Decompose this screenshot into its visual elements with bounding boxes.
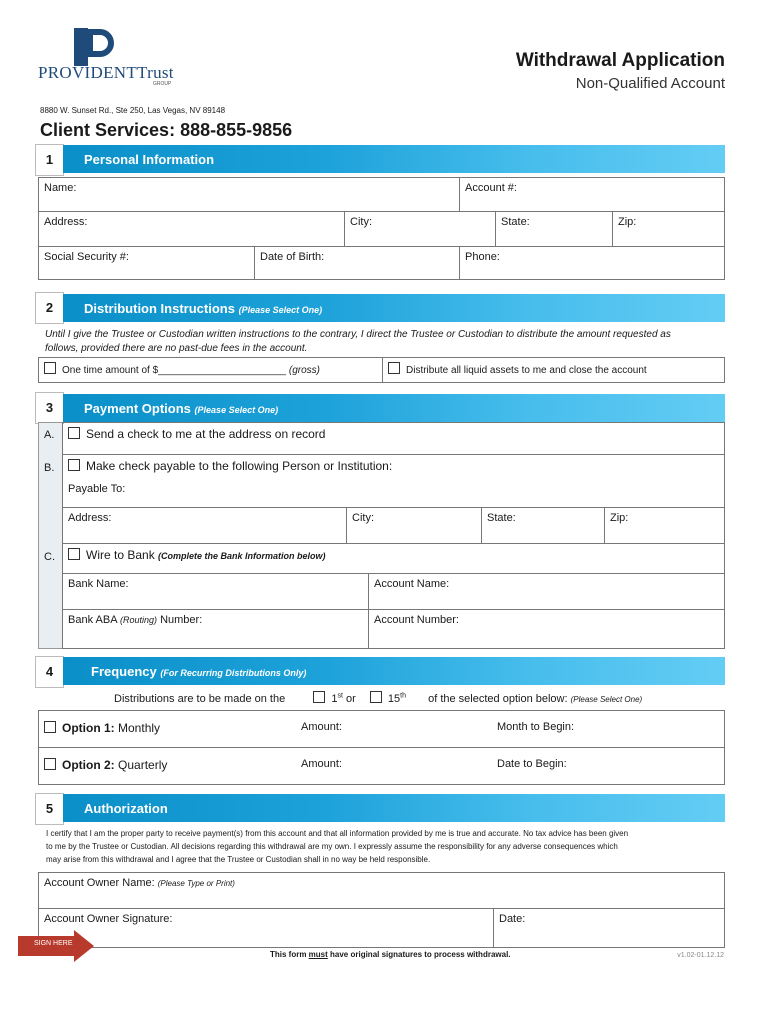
bank-aba-label: Bank ABA	[68, 614, 117, 626]
section-1-header	[63, 145, 725, 173]
authorization-text-3: may arise from this withdrawal and I agree that the Trustee or Custodian shall in no way be held responsible.	[46, 855, 431, 864]
address-field[interactable]	[38, 211, 345, 247]
owner-name-note: (Please Type or Print)	[157, 879, 235, 888]
dob-label: Date of Birth:	[260, 251, 325, 263]
phone-field[interactable]	[459, 246, 725, 280]
bank-aba-number-label: Number:	[160, 614, 203, 626]
section-3-header	[63, 394, 725, 422]
section-3-number: 3	[35, 392, 64, 424]
city-label: City:	[350, 216, 372, 228]
owner-signature-label: Account Owner Signature:	[44, 913, 173, 925]
first-day-checkbox[interactable]	[313, 691, 325, 703]
authorization-text-1: I certify that I am the proper party to receive payment(s) from this account and that all information provided by me is true and accurate. No tax advice has been given	[46, 829, 629, 838]
account-name-label: Account Name:	[374, 578, 450, 590]
bank-account-number-label: Account Number:	[374, 614, 459, 626]
option-c-note: (Complete the Bank Information below)	[158, 551, 326, 561]
notice-must: must	[308, 950, 328, 959]
section-5-header	[63, 794, 725, 822]
section-2-number: 2	[35, 292, 64, 324]
one-time-label: One time amount of $_______________________	[62, 365, 287, 376]
section-4-header	[63, 657, 725, 685]
section-5-title: Authorization	[84, 801, 168, 816]
section-3-note: (Please Select One)	[194, 405, 279, 415]
payee-state-field[interactable]	[481, 507, 605, 544]
authorization-text-2: to me by the Trustee or Custodian. All decisions regarding this withdrawal are my own. I expressly assume the responsibility for any adverse consequences which	[46, 842, 618, 851]
first-day-label: 1	[331, 693, 338, 705]
signature-notice	[270, 950, 511, 959]
address-label: Address:	[44, 216, 88, 228]
option-b-label: Make check payable to the following Person or Institution:	[86, 459, 393, 473]
fifteenth-day-sup: th	[400, 692, 406, 700]
account-number-field-bank[interactable]	[368, 609, 725, 649]
ssn-label: Social Security #:	[44, 251, 129, 263]
form-title: Withdrawal Application	[515, 50, 725, 71]
form-subtitle: Non-Qualified Account	[575, 75, 725, 92]
notice-pre: This form	[270, 950, 309, 959]
distributions-text: Distributions are to be made on the	[114, 693, 286, 705]
option-c-checkbox[interactable]	[68, 548, 80, 560]
option-a-label: Send a check to me at the address on record	[86, 427, 326, 441]
date-to-begin-label: Date to Begin:	[497, 758, 567, 770]
payment-letter-column	[38, 422, 63, 649]
payee-address-label: Address:	[68, 512, 112, 524]
option-1-label: Option 1:	[62, 721, 115, 735]
account-name-field[interactable]	[368, 573, 725, 610]
payee-city-field[interactable]	[346, 507, 482, 544]
signature-date-field[interactable]	[493, 908, 725, 948]
selected-option-note: (Please Select One)	[570, 695, 643, 704]
payable-to-label: Payable To:	[68, 483, 126, 495]
option-a-row[interactable]	[62, 422, 725, 455]
state-field[interactable]	[495, 211, 613, 247]
distribution-intro-2: follows, provided there are no past-due fees in the account.	[45, 343, 308, 354]
logo-wordmark: PROVIDENTTrust	[38, 63, 174, 82]
account-number-label: Account #:	[465, 182, 517, 194]
option-a-checkbox[interactable]	[68, 427, 80, 439]
section-1-number: 1	[35, 144, 64, 176]
distribution-intro-1: Until I give the Trustee or Custodian written instructions to the contrary, I direct the Trustee or Custodian to distribute the amount requested as	[45, 329, 671, 340]
amount-2-label: Amount:	[301, 758, 342, 770]
section-5-number: 5	[35, 793, 64, 825]
phone-label: Phone:	[465, 251, 500, 263]
routing-note: (Routing)	[120, 615, 158, 625]
option-2-checkbox[interactable]	[44, 758, 56, 770]
logo	[38, 26, 183, 92]
account-number-field[interactable]	[459, 177, 725, 212]
or-label: or	[345, 693, 356, 705]
section-4-note: (For Recurring Distributions Only)	[160, 668, 307, 678]
company-address: 8880 W. Sunset Rd., Ste 250, Las Vegas, NV 89148	[40, 106, 226, 115]
amount-1-label: Amount:	[301, 721, 342, 733]
month-to-begin-label: Month to Begin:	[497, 721, 575, 733]
section-2-note: (Please Select One)	[238, 305, 323, 315]
section-2-header	[63, 294, 725, 322]
form-version: v1.02-01.12.12	[677, 952, 724, 959]
one-time-amount-option[interactable]	[38, 357, 383, 383]
frequency-day-line	[114, 691, 642, 705]
payee-state-label: State:	[487, 512, 516, 524]
close-account-label: Distribute all liquid assets to me and close the account	[406, 365, 647, 376]
option-c-row[interactable]	[62, 543, 725, 574]
owner-signature-field[interactable]	[38, 908, 494, 948]
bank-name-field[interactable]	[62, 573, 369, 610]
state-label: State:	[501, 216, 530, 228]
option-b-row[interactable]	[62, 454, 725, 508]
selected-option-text: of the selected option below:	[428, 693, 568, 705]
dob-field[interactable]	[254, 246, 460, 280]
payee-city-label: City:	[352, 512, 374, 524]
option-b-checkbox[interactable]	[68, 459, 80, 471]
option-a-letter: A.	[44, 429, 55, 441]
section-1-title: Personal Information	[84, 152, 215, 167]
payee-address-field[interactable]	[62, 507, 347, 544]
section-4-title: Frequency	[91, 664, 157, 679]
client-services-phone: Client Services: 888-855-9856	[40, 120, 293, 140]
first-day-sup: st	[337, 692, 343, 700]
fifteenth-day-label: 15	[387, 693, 401, 705]
bank-aba-field[interactable]	[62, 609, 369, 649]
option-c-label: Wire to Bank	[86, 548, 155, 562]
city-field[interactable]	[344, 211, 496, 247]
logo-p-icon	[66, 26, 126, 68]
option-1-checkbox[interactable]	[44, 721, 56, 733]
ssn-field[interactable]	[38, 246, 255, 280]
notice-post: have original signatures to process withdrawal.	[327, 950, 511, 959]
section-3-title: Payment Options	[84, 401, 191, 416]
logo-group: GROUP	[153, 81, 172, 87]
sign-here-label: SIGN HERE	[34, 940, 73, 947]
option-1-value: Monthly	[118, 721, 161, 735]
option-1-row[interactable]	[38, 710, 725, 748]
zip-label: Zip:	[618, 216, 637, 228]
section-4-number: 4	[35, 656, 64, 688]
payee-zip-field[interactable]	[604, 507, 725, 544]
owner-name-field[interactable]	[38, 872, 725, 909]
option-2-label: Option 2:	[62, 758, 115, 772]
sign-here-arrow	[18, 930, 94, 962]
name-label: Name:	[44, 182, 77, 194]
option-b-letter: B.	[44, 462, 55, 474]
gross-note: (gross)	[288, 365, 320, 376]
close-account-option[interactable]	[382, 357, 725, 383]
payee-zip-label: Zip:	[610, 512, 629, 524]
name-field[interactable]	[38, 177, 460, 212]
bank-name-label: Bank Name:	[68, 578, 129, 590]
signature-date-label: Date:	[499, 913, 526, 925]
one-time-checkbox[interactable]	[44, 362, 56, 374]
close-account-checkbox[interactable]	[388, 362, 400, 374]
option-c-letter: C.	[44, 551, 55, 563]
option-2-row[interactable]	[38, 747, 725, 785]
zip-field[interactable]	[612, 211, 725, 247]
fifteenth-day-checkbox[interactable]	[370, 691, 382, 703]
owner-name-label: Account Owner Name:	[44, 877, 155, 889]
option-2-value: Quarterly	[118, 758, 168, 772]
section-2-title: Distribution Instructions	[84, 301, 235, 316]
